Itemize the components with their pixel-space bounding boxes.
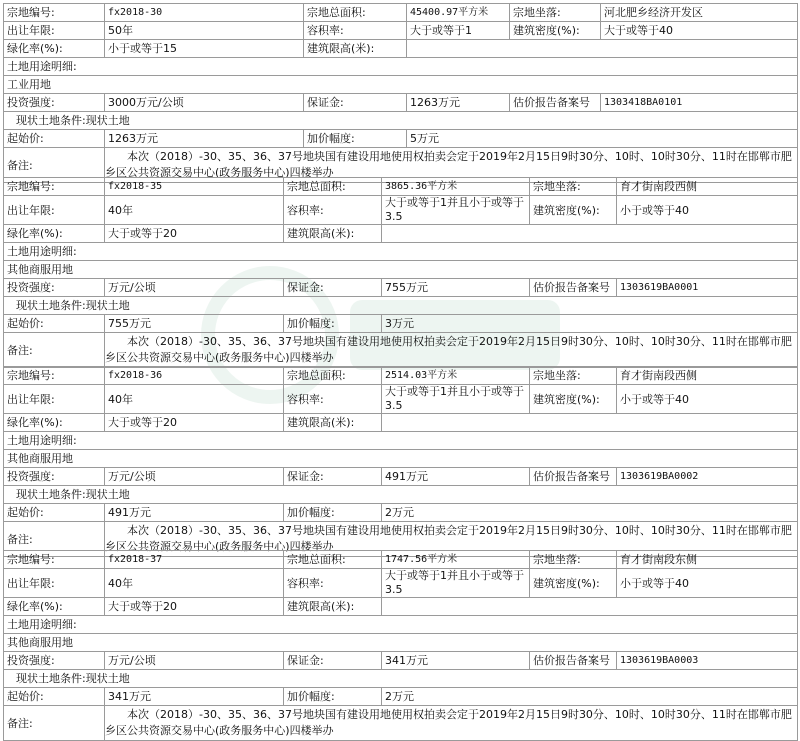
density-value: 小于或等于40 [617, 569, 798, 598]
green-value: 大于或等于20 [105, 414, 284, 432]
label-invest: 投资强度: [4, 468, 105, 486]
parcel-no-value: fx2018-37 [105, 551, 284, 569]
label-parcel-no: 宗地编号: [4, 4, 105, 22]
use-value: 其他商服用地 [4, 261, 798, 279]
label-remark: 备注: [4, 333, 105, 368]
use-value: 工业用地 [4, 76, 798, 94]
term-value: 40年 [105, 569, 284, 598]
deposit-value: 341万元 [382, 652, 530, 670]
parcel-table-4 [3, 550, 798, 741]
density-value: 小于或等于40 [617, 385, 798, 414]
height-value [407, 40, 798, 58]
remark-value: 本次（2018）-30、35、36、37号地块国有建设用地使用权拍卖会定于2019年2月15日9时30分、10时、10时30分、11时在邯郸市肥乡区公共资源交易中心(政务服务中心)四楼举办 [105, 333, 798, 368]
label-deposit: 保证金: [284, 468, 382, 486]
label-density: 建筑密度(%): [530, 196, 617, 225]
label-condition: 现状土地条件: [16, 299, 86, 312]
increment-value: 2万元 [382, 688, 798, 706]
label-height: 建筑限高(米): [284, 414, 382, 432]
start-price-value: 1263万元 [105, 130, 304, 148]
label-start-price: 起始价: [4, 315, 105, 333]
label-start-price: 起始价: [4, 504, 105, 522]
condition-value: 现状土地 [85, 114, 130, 127]
start-price-value: 491万元 [105, 504, 284, 522]
label-use-detail: 土地用途明细: [4, 616, 798, 634]
term-value: 40年 [105, 196, 284, 225]
label-use-detail: 土地用途明细: [4, 432, 798, 450]
increment-value: 5万元 [407, 130, 798, 148]
condition-row [4, 670, 798, 688]
label-use-detail: 土地用途明细: [4, 58, 798, 76]
start-price-value: 755万元 [105, 315, 284, 333]
condition-row [4, 297, 798, 315]
height-value [382, 414, 798, 432]
far-value: 大于或等于1并且小于或等于3.5 [382, 569, 530, 598]
invest-value: 万元/公顷 [105, 468, 284, 486]
label-use-detail: 土地用途明细: [4, 243, 798, 261]
condition-row [4, 486, 798, 504]
label-term: 出让年限: [4, 196, 105, 225]
label-condition: 现状土地条件: [16, 672, 86, 685]
label-far: 容积率: [284, 196, 382, 225]
label-green: 绿化率(%): [4, 225, 105, 243]
label-location: 宗地坐落: [510, 4, 601, 22]
label-increment: 加价幅度: [284, 504, 382, 522]
total-area-value: 3865.36平方米 [382, 178, 530, 196]
label-density: 建筑密度(%): [530, 569, 617, 598]
total-area-value: 45400.97平方米 [407, 4, 510, 22]
label-invest: 投资强度: [4, 279, 105, 297]
condition-value: 现状土地 [85, 488, 130, 501]
density-value: 小于或等于40 [617, 196, 798, 225]
height-value [382, 598, 798, 616]
remark-value: 本次（2018）-30、35、36、37号地块国有建设用地使用权拍卖会定于2019年2月15日9时30分、10时、10时30分、11时在邯郸市肥乡区公共资源交易中心(政务服务中心)四楼举办 [105, 148, 798, 183]
label-far: 容积率: [284, 385, 382, 414]
increment-value: 2万元 [382, 504, 798, 522]
parcel-no-value: fx2018-35 [105, 178, 284, 196]
density-value: 大于或等于40 [601, 22, 798, 40]
label-deposit: 保证金: [304, 94, 407, 112]
green-value: 小于或等于15 [105, 40, 304, 58]
label-location: 宗地坐落: [530, 178, 617, 196]
label-remark: 备注: [4, 522, 105, 557]
label-height: 建筑限高(米): [304, 40, 407, 58]
condition-value: 现状土地 [85, 299, 130, 312]
total-area-value: 1747.56平方米 [382, 551, 530, 569]
label-report-no: 估价报告备案号 [510, 94, 601, 112]
location-value: 育才街南段西侧 [617, 367, 798, 385]
term-value: 40年 [105, 385, 284, 414]
label-increment: 加价幅度: [284, 315, 382, 333]
label-total-area: 宗地总面积: [304, 4, 407, 22]
parcel-table-3 [3, 366, 798, 557]
label-parcel-no: 宗地编号: [4, 178, 105, 196]
label-total-area: 宗地总面积: [284, 551, 382, 569]
invest-value: 万元/公顷 [105, 652, 284, 670]
label-height: 建筑限高(米): [284, 598, 382, 616]
green-value: 大于或等于20 [105, 598, 284, 616]
invest-value: 万元/公顷 [105, 279, 284, 297]
label-start-price: 起始价: [4, 130, 105, 148]
parcel-table-1 [3, 3, 798, 183]
label-green: 绿化率(%): [4, 40, 105, 58]
deposit-value: 1263万元 [407, 94, 510, 112]
deposit-value: 491万元 [382, 468, 530, 486]
label-total-area: 宗地总面积: [284, 367, 382, 385]
label-location: 宗地坐落: [530, 367, 617, 385]
report-no-value: 1303619BA0001 [617, 279, 798, 297]
label-green: 绿化率(%): [4, 598, 105, 616]
condition-row [4, 112, 798, 130]
label-location: 宗地坐落: [530, 551, 617, 569]
location-value: 育才街南段东侧 [617, 551, 798, 569]
use-value: 其他商服用地 [4, 634, 798, 652]
use-value: 其他商服用地 [4, 450, 798, 468]
report-no-value: 1303418BA0101 [601, 94, 798, 112]
label-height: 建筑限高(米): [284, 225, 382, 243]
label-remark: 备注: [4, 148, 105, 183]
label-increment: 加价幅度: [304, 130, 407, 148]
label-invest: 投资强度: [4, 652, 105, 670]
label-term: 出让年限: [4, 569, 105, 598]
label-invest: 投资强度: [4, 94, 105, 112]
deposit-value: 755万元 [382, 279, 530, 297]
far-value: 大于或等于1并且小于或等于3.5 [382, 196, 530, 225]
remark-value: 本次（2018）-30、35、36、37号地块国有建设用地使用权拍卖会定于2019年2月15日9时30分、10时、10时30分、11时在邯郸市肥乡区公共资源交易中心(政务服务中心)四楼举办 [105, 522, 798, 557]
invest-value: 3000万元/公顷 [105, 94, 304, 112]
report-no-value: 1303619BA0003 [617, 652, 798, 670]
label-condition: 现状土地条件: [16, 488, 86, 501]
location-value: 河北肥乡经济开发区 [601, 4, 798, 22]
remark-value: 本次（2018）-30、35、36、37号地块国有建设用地使用权拍卖会定于2019年2月15日9时30分、10时、10时30分、11时在邯郸市肥乡区公共资源交易中心(政务服务中心)四楼举办 [105, 706, 798, 741]
label-start-price: 起始价: [4, 688, 105, 706]
label-condition: 现状土地条件: [16, 114, 86, 127]
far-value: 大于或等于1并且小于或等于3.5 [382, 385, 530, 414]
label-deposit: 保证金: [284, 652, 382, 670]
label-far: 容积率: [284, 569, 382, 598]
label-parcel-no: 宗地编号: [4, 367, 105, 385]
height-value [382, 225, 798, 243]
label-term: 出让年限: [4, 385, 105, 414]
label-increment: 加价幅度: [284, 688, 382, 706]
label-report-no: 估价报告备案号 [530, 468, 617, 486]
term-value: 50年 [105, 22, 304, 40]
label-report-no: 估价报告备案号 [530, 279, 617, 297]
parcel-no-value: fx2018-36 [105, 367, 284, 385]
increment-value: 3万元 [382, 315, 798, 333]
label-density: 建筑密度(%): [510, 22, 601, 40]
label-green: 绿化率(%): [4, 414, 105, 432]
label-report-no: 估价报告备案号 [530, 652, 617, 670]
label-far: 容积率: [304, 22, 407, 40]
green-value: 大于或等于20 [105, 225, 284, 243]
label-remark: 备注: [4, 706, 105, 741]
label-term: 出让年限: [4, 22, 105, 40]
label-total-area: 宗地总面积: [284, 178, 382, 196]
report-no-value: 1303619BA0002 [617, 468, 798, 486]
far-value: 大于或等于1 [407, 22, 510, 40]
label-deposit: 保证金: [284, 279, 382, 297]
condition-value: 现状土地 [85, 672, 130, 685]
label-parcel-no: 宗地编号: [4, 551, 105, 569]
parcel-table-2 [3, 177, 798, 368]
total-area-value: 2514.03平方米 [382, 367, 530, 385]
parcel-no-value: fx2018-30 [105, 4, 304, 22]
label-density: 建筑密度(%): [530, 385, 617, 414]
location-value: 育才街南段西侧 [617, 178, 798, 196]
start-price-value: 341万元 [105, 688, 284, 706]
